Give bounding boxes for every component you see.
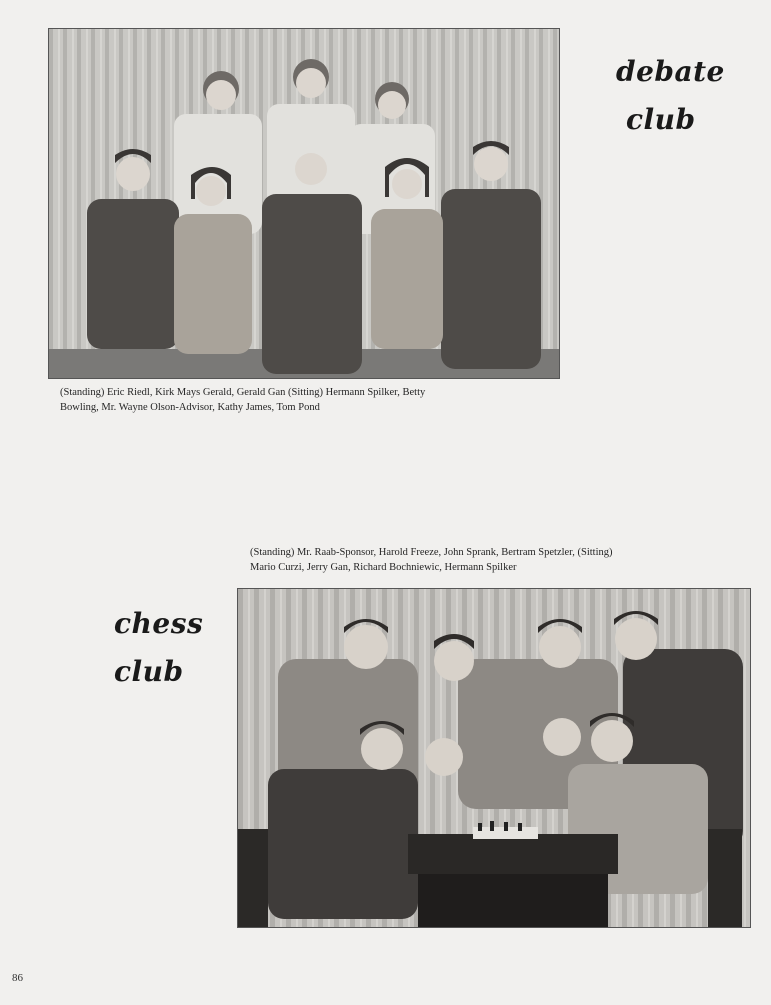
debate-caption-line2: Bowling, Mr. Wayne Olson-Advisor, Kathy James, Tom Pond	[60, 402, 320, 413]
debate-title-line1: debate	[616, 55, 725, 88]
chess-caption-line2: Mario Curzi, Jerry Gan, Richard Bochniewic, Hermann Spilker	[250, 562, 517, 573]
chess-title-line2: club	[114, 655, 184, 688]
chess-club-caption	[250, 545, 613, 575]
debate-caption-line1: (Standing) Eric Riedl, Kirk Mays Gerald, Gerald Gan (Sitting) Hermann Spilker, Betty	[60, 387, 426, 398]
chess-club-title	[114, 600, 203, 696]
debate-club-title	[616, 48, 725, 144]
chess-caption-line1: (Standing) Mr. Raab-Sponsor, Harold Freeze, John Sprank, Bertram Spetzler, (Sitting)	[250, 547, 613, 558]
debate-club-photo	[48, 28, 560, 379]
debate-title-line2: club	[626, 103, 696, 136]
chess-title-line1: chess	[114, 607, 204, 640]
chess-club-photo	[237, 588, 751, 928]
page-number: 86	[12, 972, 23, 984]
debate-club-caption	[60, 385, 425, 415]
